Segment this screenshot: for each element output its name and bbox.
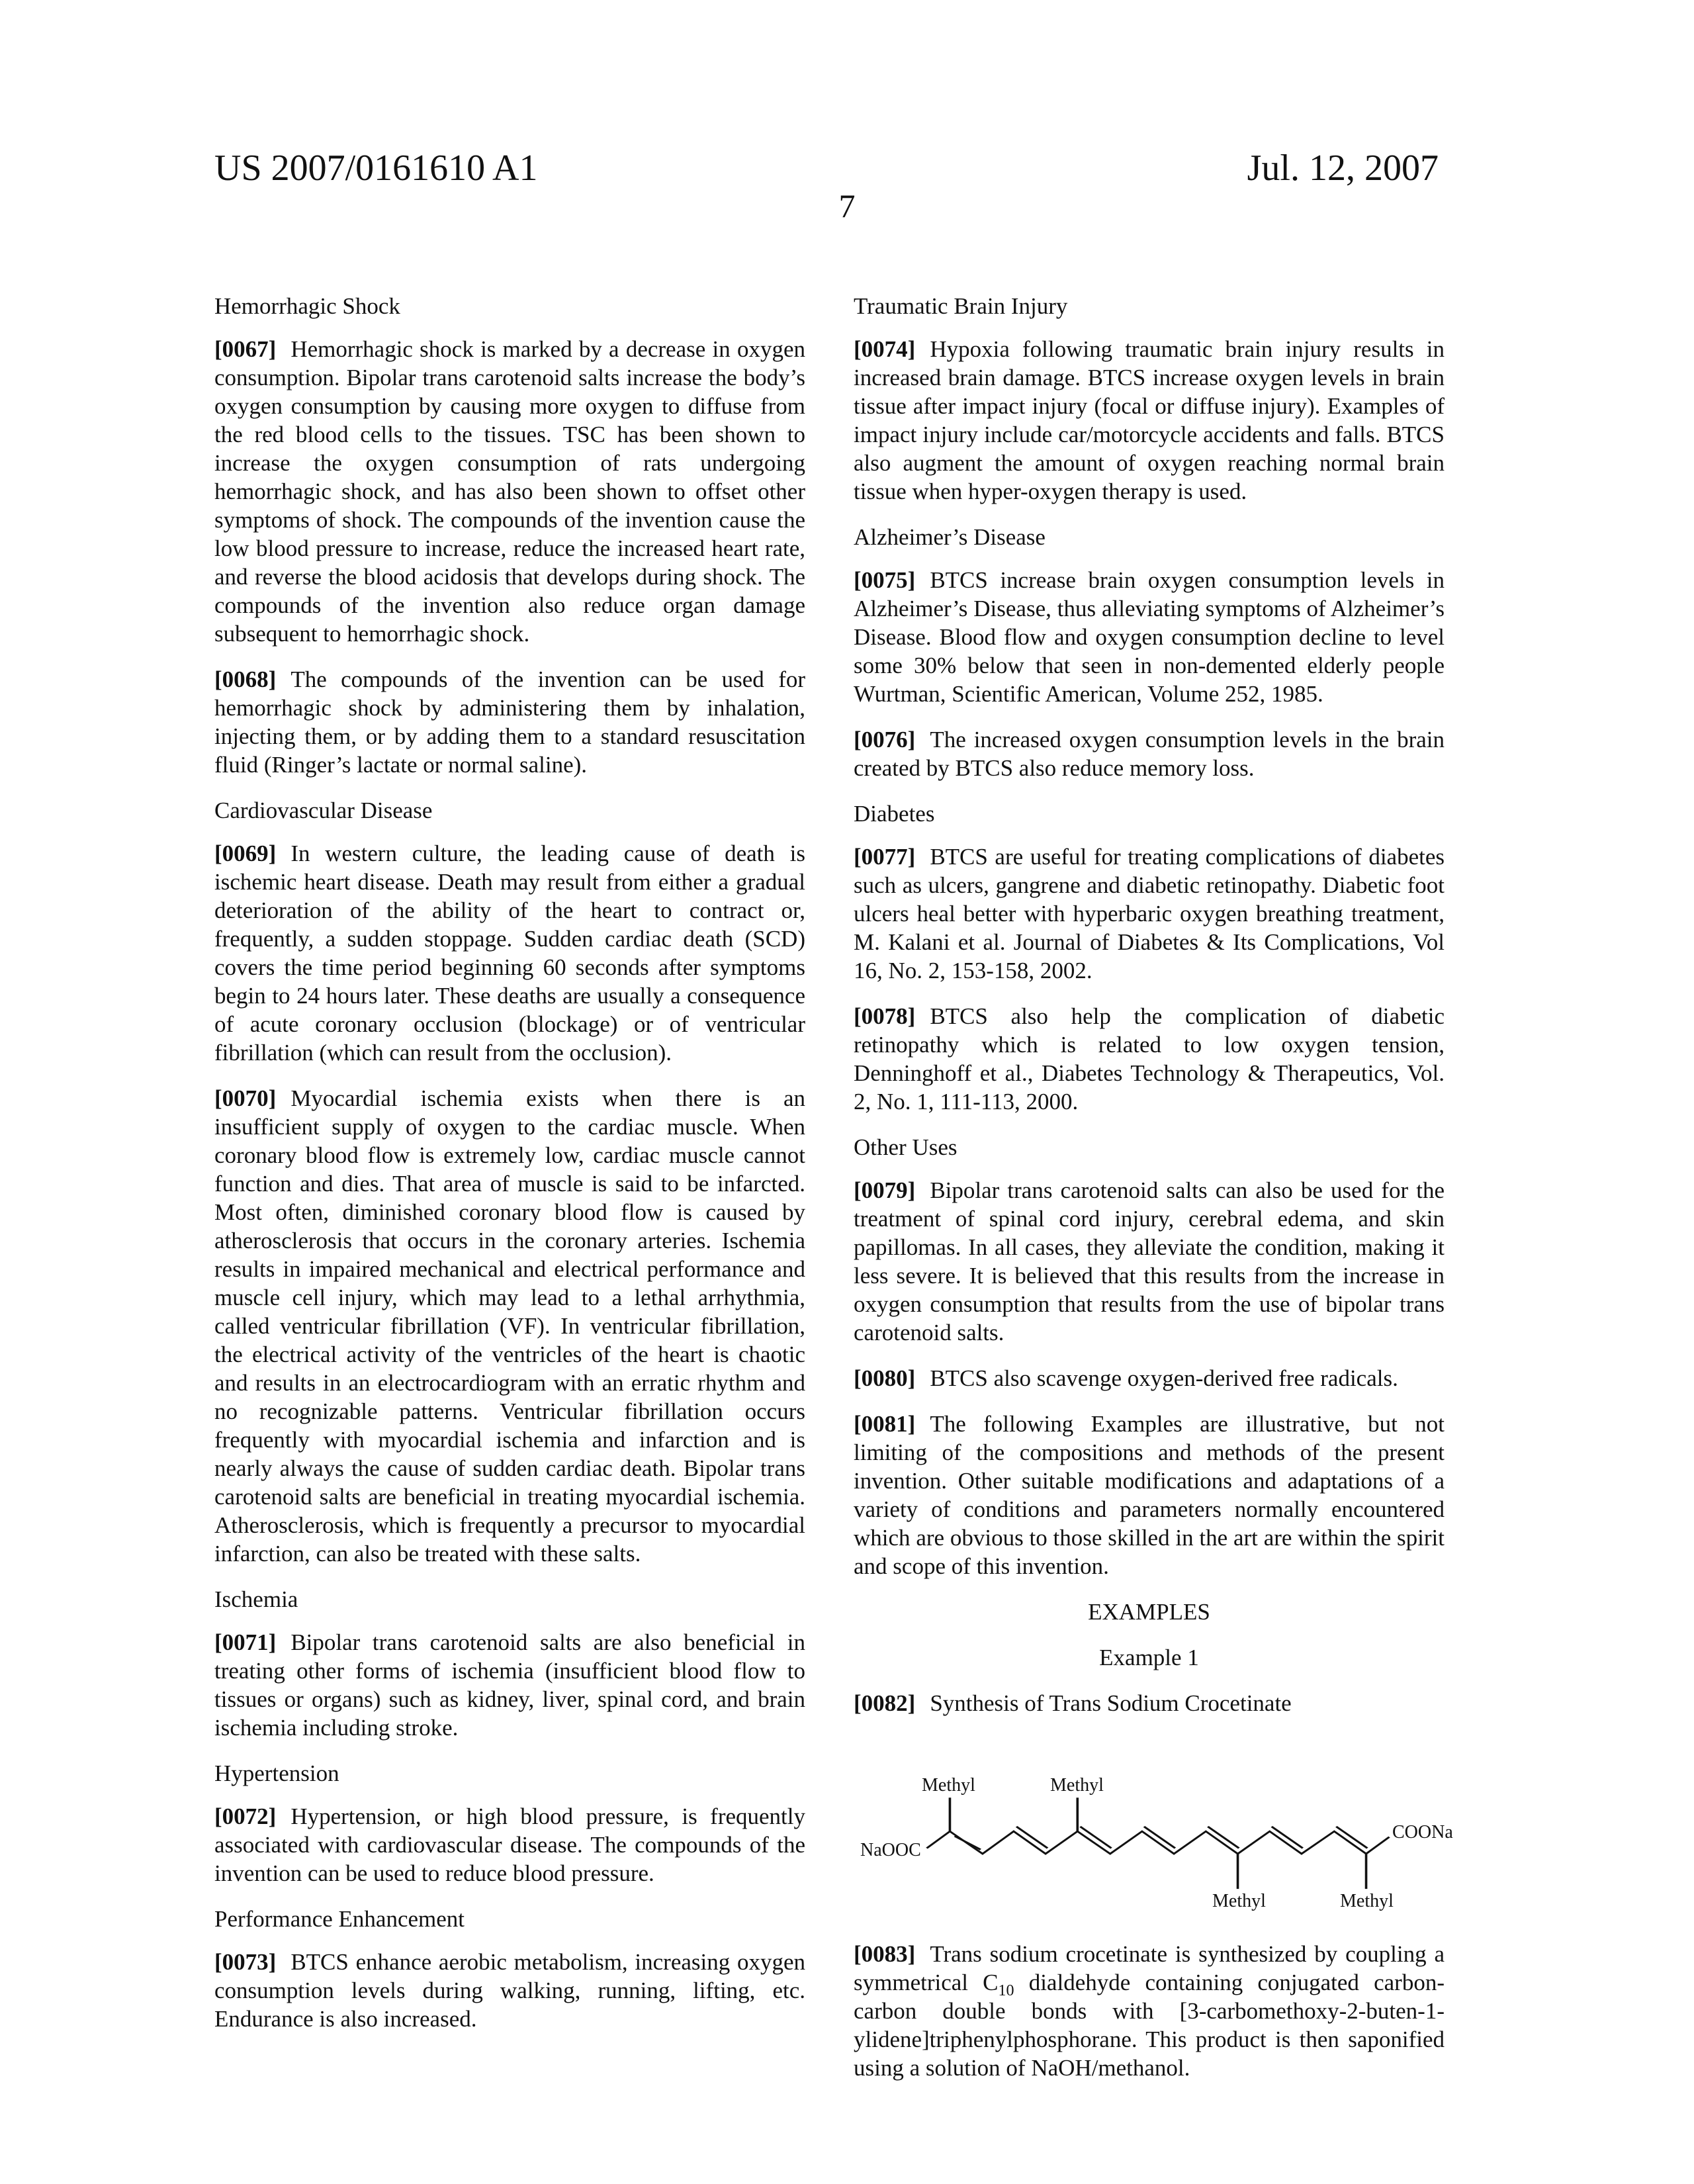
paragraph-text: The compounds of the invention can be used for hemorrhagic shock by administering them by inhalation, injecting them, or by adding them to a standard resuscitation fluid (Ringer’s lactate or normal saline). bbox=[214, 666, 805, 778]
paragraph-number: [0081] bbox=[854, 1411, 915, 1437]
paragraph bbox=[854, 842, 1445, 985]
paragraph-number: [0070] bbox=[214, 1085, 276, 1111]
paragraph bbox=[214, 1084, 805, 1568]
paragraph-text: BTCS are useful for treating complications of diabetes such as ulcers, gangrene and diabetic retinopathy. Diabetic foot ulcers heal better with hyperbaric oxygen breathing treatment, M. Kalani et al. Journal of Diabetes & Its Complications, Vol 16, No. 2, 153-158, 2002. bbox=[854, 844, 1445, 983]
section-heading bbox=[854, 523, 1445, 551]
paragraph-text: Bipolar trans carotenoid salts can also be used for the treatment of spinal cord injury, cerebral edema, and skin papillomas. In all cases, they alleviate the condition, making it less severe. It is believed that this results from the increase in oxygen consumption that results from the use of bipolar trans carotenoid salts. bbox=[854, 1177, 1445, 1345]
section-heading bbox=[214, 1905, 805, 1933]
section-heading bbox=[854, 799, 1445, 828]
paragraph-number: [0069] bbox=[214, 841, 276, 866]
paragraph-number: [0079] bbox=[854, 1177, 915, 1203]
paragraph-number: [0082] bbox=[854, 1690, 915, 1716]
section-heading bbox=[214, 796, 805, 825]
paragraph-text: The following Examples are illustrative, but not limiting of the compositions and methods of the present invention. Other suitable modifications and adaptations of a variety of conditions and parameters normally encountered which are obvious to those skilled in the art are within the spirit and scope of this invention. bbox=[854, 1411, 1445, 1579]
paragraph bbox=[854, 1410, 1445, 1580]
paragraph-number: [0077] bbox=[854, 844, 915, 870]
paragraph bbox=[214, 1802, 805, 1888]
left-column bbox=[214, 292, 805, 2050]
paragraph-text: Hypertension bbox=[214, 1760, 339, 1786]
paragraph-text: BTCS also help the complication of diabetic retinopathy which is related to low oxygen tension, Denninghoff et al., Diabetes Technology & Therapeutics, Vol. 2, No. 1, 111-113, 2000. bbox=[854, 1003, 1445, 1115]
paragraph bbox=[854, 1689, 1445, 1717]
paragraph-text: Hypoxia following traumatic brain injury results in increased brain damage. BTCS increase oxygen levels in brain tissue after impact injury (focal or diffuse injury). Examples of impact injury include car/motorcycle accidents and falls. BTCS also augment the amount of oxygen reaching normal brain tissue when hyper-oxygen therapy is used. bbox=[854, 336, 1445, 504]
methyl-label: Methyl bbox=[922, 1775, 975, 1796]
coona-label: COONa bbox=[1392, 1822, 1453, 1843]
paragraph bbox=[854, 1002, 1445, 1116]
publication-date: Jul. 12, 2007 bbox=[1247, 147, 1439, 189]
paragraph-number: [0073] bbox=[214, 1949, 276, 1975]
paragraph-text: Synthesis of Trans Sodium Crocetinate bbox=[930, 1690, 1291, 1716]
paragraph bbox=[854, 725, 1445, 782]
section-heading bbox=[854, 1133, 1445, 1161]
paragraph-0083 bbox=[854, 1940, 1445, 2082]
paragraph-number: [0075] bbox=[854, 567, 915, 593]
paragraph-text: The increased oxygen consumption levels in the brain created by BTCS also reduce memory loss. bbox=[854, 727, 1445, 781]
methyl-label: Methyl bbox=[1340, 1891, 1394, 1912]
methyl-label: Methyl bbox=[1212, 1891, 1266, 1912]
section-heading bbox=[854, 292, 1445, 320]
paragraph bbox=[214, 1948, 805, 2033]
sodium-crocetinate-structure bbox=[847, 1737, 1469, 1923]
right-column bbox=[854, 292, 1445, 2099]
paragraph-number: [0080] bbox=[854, 1365, 915, 1391]
paragraph-number: [0083] bbox=[854, 1941, 915, 1967]
paragraph-number: [0074] bbox=[854, 336, 915, 362]
paragraph-text: Alzheimer’s Disease bbox=[854, 524, 1046, 550]
paragraph-number: [0068] bbox=[214, 666, 276, 692]
paragraph bbox=[214, 1628, 805, 1742]
paragraph-number: [0067] bbox=[214, 336, 276, 362]
paragraph-number: [0078] bbox=[854, 1003, 915, 1029]
paragraph bbox=[854, 335, 1445, 506]
naooc-label: NaOOC bbox=[860, 1840, 921, 1861]
paragraph-text: dialdehyde containing conjugated carbon-carbon double bonds with [3-carbomethoxy-2-buten-1-ylidene]triphenylphosphorane. This product is then saponified using a solution of NaOH/methanol. bbox=[854, 1970, 1445, 2081]
centered-heading bbox=[854, 1643, 1445, 1672]
subscript: 10 bbox=[999, 1982, 1014, 1999]
publication-number: US 2007/0161610 A1 bbox=[214, 147, 538, 189]
paragraph-text: EXAMPLES bbox=[1088, 1599, 1210, 1625]
paragraph-text: Cardiovascular Disease bbox=[214, 797, 432, 823]
methyl-label: Methyl bbox=[1050, 1775, 1104, 1796]
paragraph-number: [0076] bbox=[854, 727, 915, 752]
paragraph-number: [0072] bbox=[214, 1803, 276, 1829]
paragraph-text: Performance Enhancement bbox=[214, 1906, 465, 1932]
paragraph bbox=[214, 665, 805, 779]
paragraph-text: Example 1 bbox=[1099, 1645, 1199, 1670]
paragraph bbox=[214, 335, 805, 648]
paragraph-text: Traumatic Brain Injury bbox=[854, 293, 1067, 319]
paragraph-text: Ischemia bbox=[214, 1586, 298, 1612]
paragraph-text: Hypertension, or high blood pressure, is frequently associated with cardiovascular disease. The compounds of the invention can be used to reduce blood pressure. bbox=[214, 1803, 805, 1886]
paragraph-text: In western culture, the leading cause of death is ischemic heart disease. Death may result from either a gradual deterioration of the ability of the heart to contract or, frequently, a sudden stoppage. Sudden cardiac death (SCD) covers the time period beginning 60 seconds after symptoms begin to 24 hours later. These deaths are usually a consequence of acute coronary occlusion (blockage) or of ventricular fibrillation (which can result from the occlusion). bbox=[214, 841, 805, 1066]
paragraph-text: Hemorrhagic shock is marked by a decrease in oxygen consumption. Bipolar trans carotenoid salts increase the body’s oxygen consumption by causing more oxygen to diffuse from the red blood cells to the tissues. TSC has been shown to increase the oxygen consumption of rats undergoing hemorrhagic shock, and has also been shown to offset other symptoms of shock. The compounds of the invention cause the low blood pressure to increase, reduce the increased heart rate, and reverse the blood acidosis that develops during shock. The compounds of the invention also reduce organ damage subsequent to hemorrhagic shock. bbox=[214, 336, 805, 647]
paragraph bbox=[854, 1364, 1445, 1392]
section-heading bbox=[214, 292, 805, 320]
paragraph bbox=[854, 1176, 1445, 1347]
centered-heading bbox=[854, 1598, 1445, 1626]
paragraph-text: BTCS also scavenge oxygen-derived free radicals. bbox=[930, 1365, 1398, 1391]
paragraph-text: Myocardial ischemia exists when there is an insufficient supply of oxygen to the cardiac muscle. When coronary blood flow is extremely low, cardiac muscle cannot function and dies. That area of muscle is said to be infarcted. Most often, diminished coronary blood flow is caused by atherosclerosis that occurs in the coronary arteries. Ischemia results in impaired mechanical and electrical performance and muscle cell injury, which may lead to a lethal arrhythmia, called ventricular fibrillation (VF). In ventricular fibrillation, the electrical activity of the ventricles of the heart is chaotic and results in an electrocardiogram with an erratic rhythm and no recognizable patterns. Ventricular fibrillation occurs frequently with myocardial ischemia and infarction and is nearly always the cause of sudden cardiac death. Bipolar trans carotenoid salts are beneficial in treating myocardial ischemia. Atherosclerosis, which is frequently a precursor to myocardial infarction, can also be treated with these salts. bbox=[214, 1085, 805, 1567]
paragraph-text: Hemorrhagic Shock bbox=[214, 293, 400, 319]
paragraph-text: BTCS enhance aerobic metabolism, increasing oxygen consumption levels during walking, running, lifting, etc. Endurance is also increased. bbox=[214, 1949, 805, 2032]
paragraph bbox=[214, 839, 805, 1067]
paragraph-text: Bipolar trans carotenoid salts are also beneficial in treating other forms of ischemia (insufficient blood flow to tissues or organs) such as kidney, liver, spinal cord, and brain ischemia including stroke. bbox=[214, 1629, 805, 1741]
paragraph-text: Trans sodium crocetinate is synthesized by coupling a symmetrical C bbox=[854, 1941, 1445, 1995]
paragraph-text: BTCS increase brain oxygen consumption levels in Alzheimer’s Disease, thus alleviating symptoms of Alzheimer’s Disease. Blood flow and oxygen consumption decline to level some 30% below that seen in non-demented elderly people Wurtman, Scientific American, Volume 252, 1985. bbox=[854, 567, 1445, 707]
page-number: 7 bbox=[0, 187, 1694, 225]
section-heading bbox=[214, 1759, 805, 1788]
paragraph-text: Other Uses bbox=[854, 1134, 958, 1160]
paragraph-text: Diabetes bbox=[854, 801, 934, 827]
section-heading bbox=[214, 1585, 805, 1614]
paragraph-number: [0071] bbox=[214, 1629, 276, 1655]
paragraph bbox=[854, 566, 1445, 708]
